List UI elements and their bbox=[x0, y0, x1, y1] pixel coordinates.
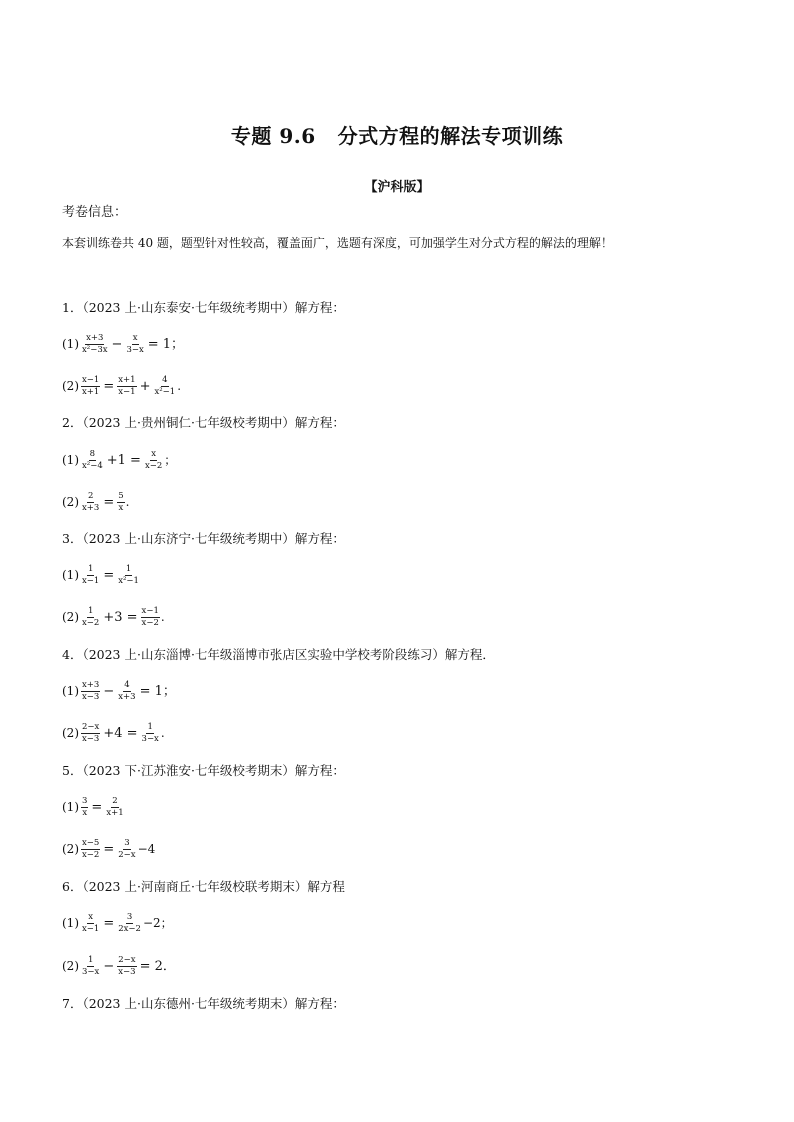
fraction: $\frac{2-x}{x-3}$ bbox=[82, 722, 100, 744]
question-1-part-2: (2) $\frac{x-1}{x+1}$ = $\frac{x+1}{x-1}$ + $\frac{4}{\text{x²−1}}$ . bbox=[62, 375, 182, 397]
fraction: $\frac{3}{x}$ bbox=[82, 796, 88, 818]
fraction: $\frac{2}{x+1}$ bbox=[106, 796, 124, 818]
question-4-part-1: (1) $\frac{x+3}{x-3}$ − $\frac{4}{x+3}$ = 1； bbox=[62, 680, 176, 702]
fraction: $\frac{1}{\text{x²−1}}$ bbox=[118, 564, 139, 586]
page-title bbox=[0, 120, 794, 149]
fraction: $\frac{x+3}{x-3}$ bbox=[82, 680, 100, 702]
question-3-part-2: (2) $\frac{1}{x-2}$ +3 = $\frac{x-1}{x-2}$ . bbox=[62, 606, 165, 628]
question-2-header: 2．（2023 上·贵州铜仁·七年级校考期中）解方程： bbox=[62, 415, 345, 430]
fraction: $\frac{4}{x+3}$ bbox=[118, 680, 136, 702]
question-5-part-2: (2) $\frac{x-5}{x-2}$ = $\frac{3}{2-x}$ −4 bbox=[62, 838, 156, 860]
fraction: $\frac{x}{x-2}$ bbox=[144, 449, 163, 471]
fraction: $\frac{1}{3-x}$ bbox=[82, 955, 100, 977]
fraction: $\frac{1}{3-x}$ bbox=[141, 722, 159, 744]
question-3-header: 3．（2023 上·山东济宁·七年级统考期中）解方程： bbox=[62, 531, 345, 546]
edition-label: 【沪科版】 bbox=[364, 180, 430, 195]
fraction: $\frac{4}{\text{x²−1}}$ bbox=[154, 375, 176, 397]
fraction: $\frac{x-1}{x+1}$ bbox=[82, 375, 100, 397]
fraction: $\frac{x-1}{x-2}$ bbox=[141, 606, 159, 628]
fraction: $\frac{x+3}{\text{x²−3x}}$ bbox=[82, 333, 108, 355]
question-7-header: 7．（2023 上·山东德州·七年级统考期末）解方程： bbox=[62, 996, 345, 1011]
question-6-header: 6．（2023 上·河南商丘·七年级校联考期末）解方程 bbox=[62, 879, 345, 894]
question-3-part-1: (1) $\frac{1}{x-1}$ = $\frac{1}{\text{x²−1}}$ bbox=[62, 564, 139, 586]
title-topic: 分式方程的解法专项训练 bbox=[337, 124, 564, 148]
question-4-header: 4．（2023 上·山东淄博·七年级淄博市张店区实验中学校考阶段练习）解方程． bbox=[62, 647, 495, 662]
question-4-part-2: (2) $\frac{2-x}{x-3}$ +4 = $\frac{1}{3-x}$ . bbox=[62, 722, 165, 744]
info-label: 考卷信息： bbox=[62, 205, 128, 220]
fraction: $\frac{x-5}{x-2}$ bbox=[82, 838, 100, 860]
fraction: $\frac{x+1}{x-1}$ bbox=[118, 375, 136, 397]
fraction: $\frac{8}{\text{x²−4}}$ bbox=[82, 449, 103, 471]
question-1-header: 1．（2023 上·山东泰安·七年级统考期中）解方程： bbox=[62, 300, 345, 315]
question-6-part-1: (1) $\frac{x}{x-1}$ = $\frac{3}{2x-2}$ −2； bbox=[62, 912, 173, 934]
question-1-part-1: (1) $\frac{x+3}{\text{x²−3x}}$ − $\frac{x}{3-x}$ = 1； bbox=[62, 333, 185, 355]
fraction: $\frac{2-x}{x-3}$ bbox=[118, 955, 136, 977]
fraction: $\frac{1}{x-2}$ bbox=[82, 606, 100, 628]
question-5-part-1: (1) $\frac{3}{x}$ = $\frac{2}{x+1}$ bbox=[62, 796, 124, 818]
fraction: $\frac{3}{2-x}$ bbox=[118, 838, 136, 860]
fraction: $\frac{x}{x-1}$ bbox=[82, 912, 100, 934]
title-number: 专题 9.6 bbox=[230, 124, 316, 148]
part-marker: (1) bbox=[62, 337, 79, 352]
question-2-part-1: (1) $\frac{8}{\text{x²−4}}$ +1 = $\frac{x}{x-2}$ ； bbox=[62, 449, 177, 471]
fraction: $\frac{5}{x}$ bbox=[118, 491, 124, 513]
fraction: $\frac{2}{x+3}$ bbox=[82, 491, 100, 513]
fraction: $\frac{1}{x-1}$ bbox=[82, 564, 100, 586]
question-2-part-2: (2) $\frac{2}{x+3}$ = $\frac{5}{x}$ . bbox=[62, 491, 130, 513]
fraction: $\frac{x}{3-x}$ bbox=[126, 333, 144, 355]
fraction: $\frac{3}{2x-2}$ bbox=[118, 912, 141, 934]
question-6-part-2: (2) $\frac{1}{3-x}$ − $\frac{2-x}{x-3}$ = 2． bbox=[62, 955, 176, 977]
question-5-header: 5．（2023 下·江苏淮安·七年级校考期末）解方程： bbox=[62, 763, 345, 778]
info-text: 本套训练卷共 40 题，题型针对性较高，覆盖面广，选题有深度，可加强学生对分式方程的解法的理解！ bbox=[62, 236, 613, 250]
